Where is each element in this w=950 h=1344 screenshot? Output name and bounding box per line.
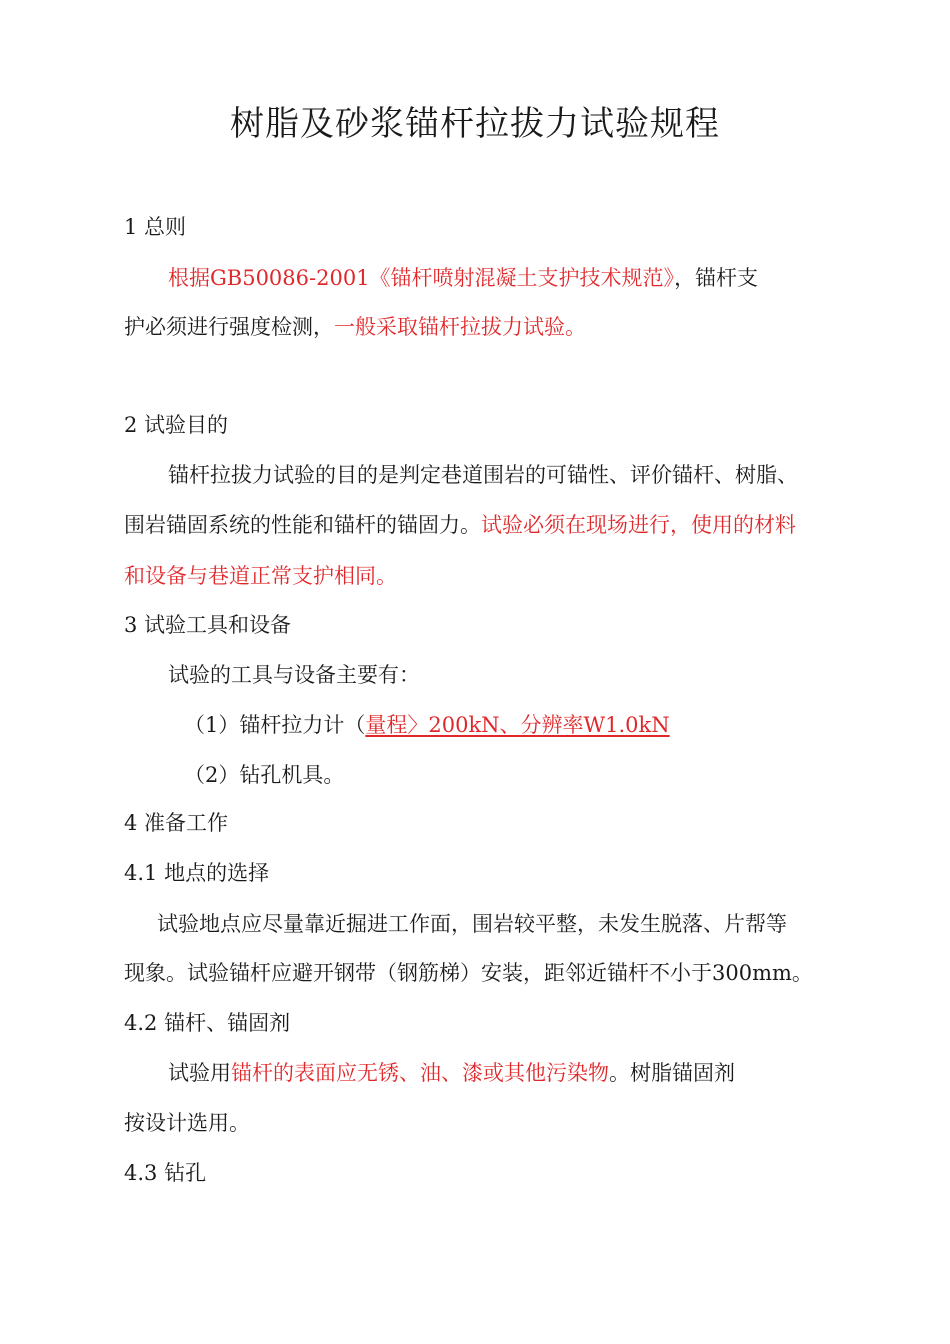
section-4-heading: 4 准备工作 <box>124 811 229 835</box>
subsection-4-2-heading: 4.2 锚杆、锚固剂 <box>124 1011 291 1035</box>
section-1-paragraph-line-2 <box>124 312 586 342</box>
paragraph-text: 护必须进行强度检测， <box>124 315 334 339</box>
section-2-heading: 2 试验目的 <box>124 413 229 437</box>
section-1-heading: 1 总则 <box>124 215 187 239</box>
document-title: 树脂及砂浆锚杆拉拔力试验规程 <box>230 104 720 144</box>
subsection-4-3-heading: 4.3 钻孔 <box>124 1161 207 1185</box>
subsection-4-1-heading: 4.1 地点的选择 <box>124 861 270 885</box>
equipment-item-2: （2）钻孔机具。 <box>184 763 345 787</box>
paragraph-text: 围岩锚固系统的性能和锚杆的锚固力。 <box>124 513 481 537</box>
paragraph-text: 。树脂锚固剂 <box>609 1061 735 1085</box>
standard-reference: 根据GB50086-2001《锚杆喷射混凝土支护技术规范》 <box>168 266 675 290</box>
highlighted-text: 锚杆的表面应无锈、油、漆或其他污染物 <box>231 1061 609 1085</box>
paragraph-text: ，锚杆支 <box>674 266 759 290</box>
subsection-4-1-line-1: 试验地点应尽量靠近掘进工作面，围岩较平整，未发生脱落、片帮等 <box>157 912 787 936</box>
subsection-4-2-line-1 <box>168 1058 735 1088</box>
subsection-4-1-line-2: 现象。试验锚杆应避开钢带（钢筋梯）安装，距邻近锚杆不小于300mm。 <box>124 961 813 985</box>
section-2-paragraph-line-3: 和设备与巷道正常支护相同。 <box>124 564 397 588</box>
highlighted-text: 一般采取锚杆拉拔力试验。 <box>334 315 586 339</box>
paragraph-text: 试验用 <box>168 1061 231 1085</box>
section-3-intro: 试验的工具与设备主要有： <box>168 663 420 687</box>
section-3-heading: 3 试验工具和设备 <box>124 613 292 637</box>
equipment-item-1 <box>184 710 670 740</box>
highlighted-spec: 量程〉200kN、分辨率W1.0kN <box>365 713 670 737</box>
section-1-paragraph-line-1 <box>168 263 758 293</box>
item-text: （1）锚杆拉力计（ <box>184 713 366 737</box>
highlighted-text: 试验必须在现场进行，使用的材料 <box>481 513 796 537</box>
section-2-paragraph-line-1: 锚杆拉拔力试验的目的是判定巷道围岩的可锚性、评价锚杆、树脂、 <box>168 463 798 487</box>
section-2-paragraph-line-2 <box>124 510 796 540</box>
subsection-4-2-line-2: 按设计选用。 <box>124 1111 250 1135</box>
